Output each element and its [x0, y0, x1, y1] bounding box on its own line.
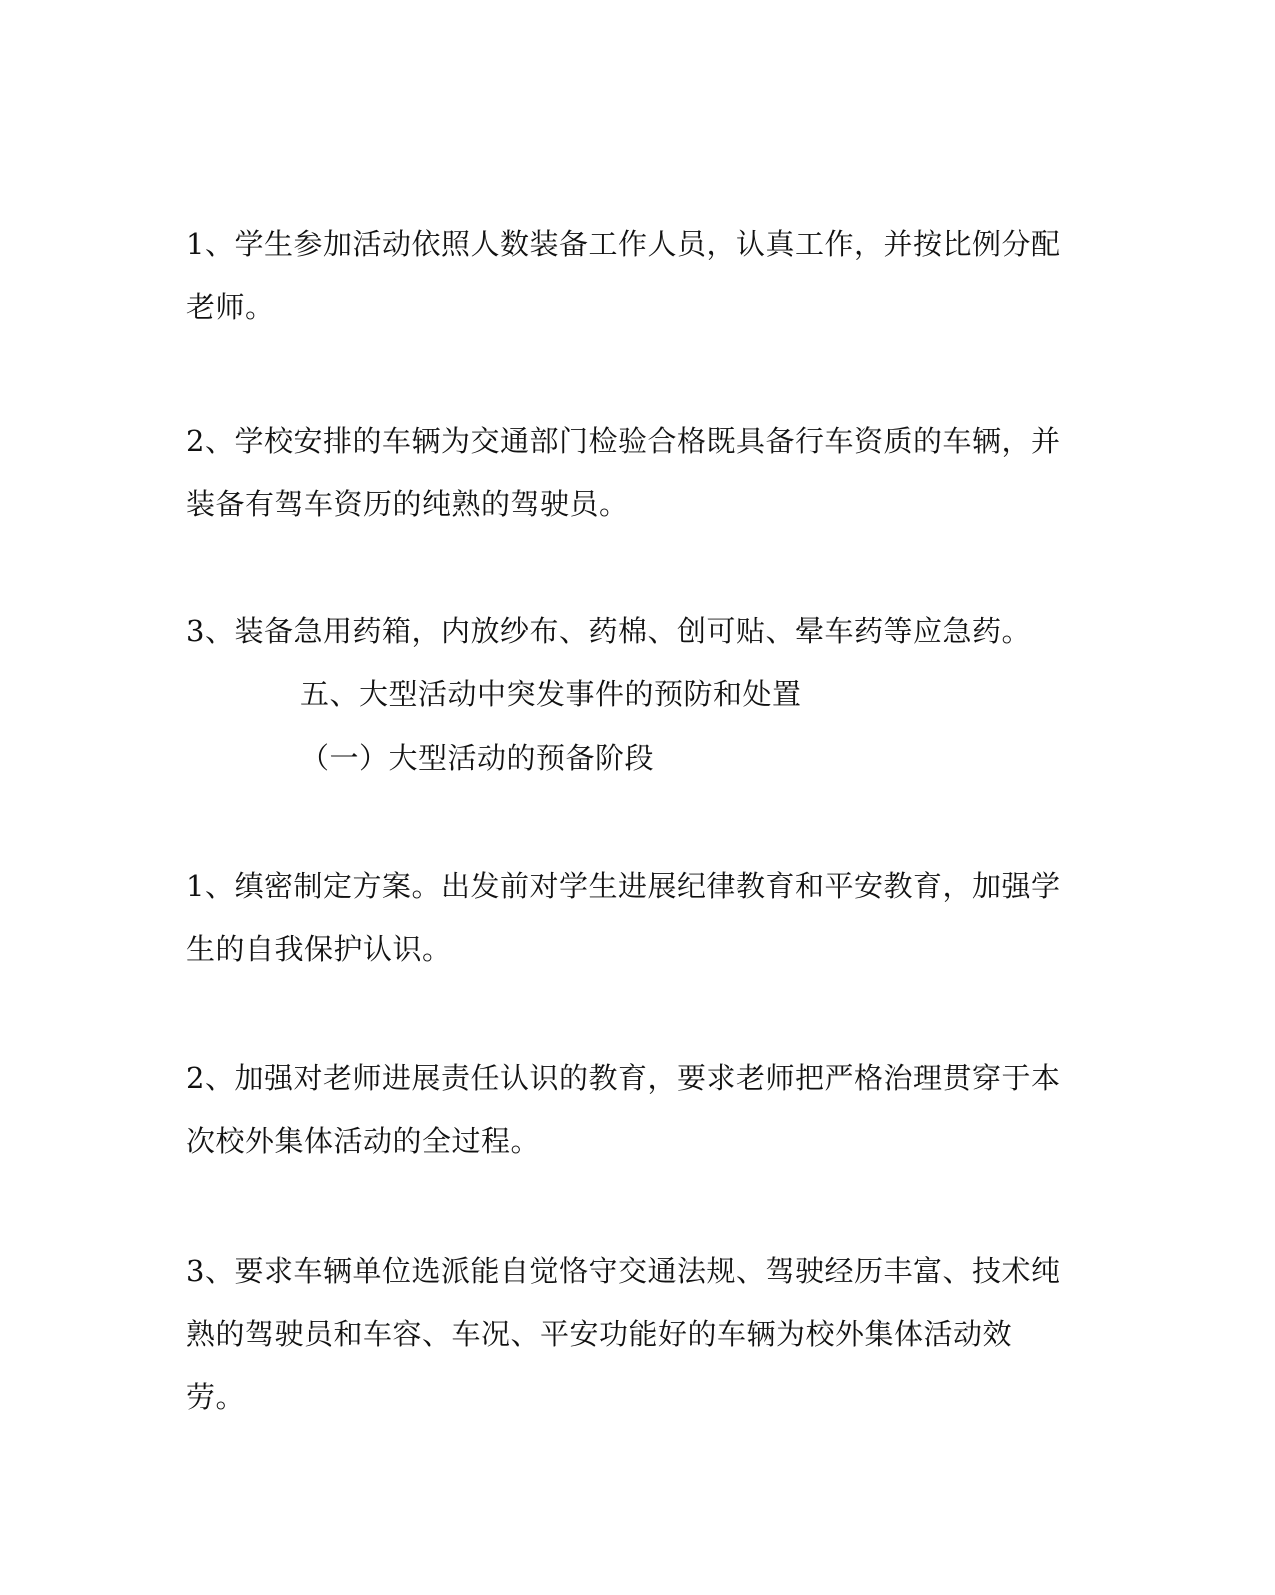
- list-item: 1、学生参加活动依照人数装备工作人员，认真工作，并按比例分配老师。: [186, 227, 1061, 324]
- list-item: 3、装备急用药箱，内放纱布、药棉、创可贴、晕车药等应急药。: [186, 614, 1031, 648]
- section-heading: 五、大型活动中突发事件的预防和处置: [300, 677, 802, 711]
- list-item: 1、缜密制定方案。出发前对学生进展纪律教育和平安教育，加强学生的自我保护认识。: [186, 869, 1061, 966]
- subsection-heading: （一）大型活动的预备阶段: [300, 741, 655, 775]
- list-item: 2、学校安排的车辆为交通部门检验合格既具备行车资质的车辆，并装备有驾车资历的纯熟的驾驶员。: [186, 424, 1061, 521]
- list-item: 3、要求车辆单位选派能自觉恪守交通法规、驾驶经历丰富、技术纯熟的驾驶员和车容、车况、平安功能好的车辆为校外集体活动效劳。: [186, 1254, 1061, 1414]
- list-item: 2、加强对老师进展责任认识的教育，要求老师把严格治理贯穿于本次校外集体活动的全过程。: [186, 1061, 1061, 1158]
